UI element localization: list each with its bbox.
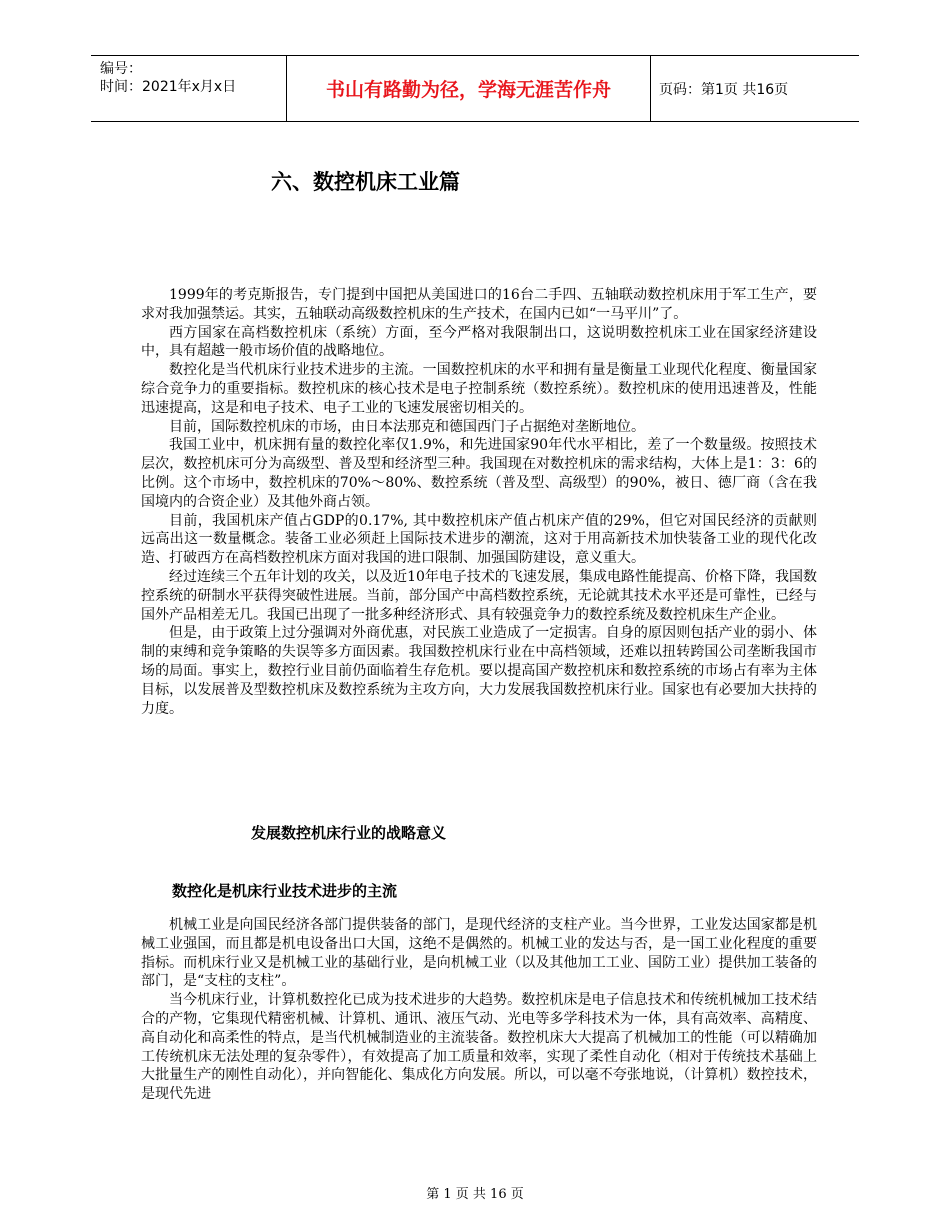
paragraph: 西方国家在高档数控机床（系统）方面，至今严格对我限制出口，这说明数控机床工业在国家经济建设中，具有超越一般市场价值的战略地位。 bbox=[141, 324, 817, 360]
paragraph: 数控化是当代机床行业技术进步的主流。一国数控机床的水平和拥有量是衡量工业现代化程度、衡量国家综合竞争力的重要指标。数控机床的核心技术是电子控制系统（数控系统）。数控机床的使用迅速普及，性能迅速提高，这是和电子技术、电子工业的飞速发展密切相关的。 bbox=[141, 362, 817, 416]
page-header bbox=[91, 55, 859, 122]
paragraph: 但是，由于政策上过分强调对外商优惠，对民族工业造成了一定损害。自身的原因则包括产业的弱小、体制的束缚和竞争策略的失误等多方面因素。我国数控机床行业在中高档领域，还难以扭转跨国公司垄断我国市场的局面。事实上，数控行业目前仍面临着生存危机。要以提高国产数控机床和数控系统的市场占有率为主体目标，以发展普及型数控机床及数控系统为主攻方向，大力发展我国数控机床行业。国家也有必要加大扶持的力度。 bbox=[141, 625, 817, 717]
page-footer: 第 1 页 共 16 页 bbox=[426, 1187, 524, 1202]
document-title: 六、数控机床工业篇 bbox=[271, 170, 460, 194]
section-heading: 发展数控机床行业的战略意义 bbox=[251, 824, 447, 842]
header-page-number: 页码：第1页 共16页 bbox=[659, 81, 789, 98]
paragraph: 目前，我国机床产值占GDP的0.17%, 其中数控机床产值占机床产值的29%，但它对国民经济的贡献则远高出这一数量概念。装备工业必须赶上国际技术进步的潮流，这对于用高新技术加快装备工业的现代化改造、打破西方在高档数控机床方面对我国的进口限制、加强国防建设，意义重大。 bbox=[141, 512, 817, 567]
header-motto: 书山有路勤为径，学海无涯苦作舟 bbox=[325, 79, 611, 101]
section1-body bbox=[141, 286, 817, 718]
header-motto-cell bbox=[286, 56, 651, 121]
paragraph: 经过连续三个五年计划的攻关，以及近10年电子技术的飞速发展，集成电路性能提高、价格下降，我国数控系统的研制水平获得突破性进展。当前，部分国产中高档数控系统，无论就其技术水平还是可靠性，已经与国外产品相差无几。我国已出现了一批多种经济形式、具有较强竞争力的数控系统及数控机床生产企业。 bbox=[141, 568, 817, 623]
paragraph: 目前，国际数控机床的市场，由日本法那克和德国西门子占据绝对垄断地位。 bbox=[169, 418, 645, 435]
paragraph: 机械工业是向国民经济各部门提供装备的部门，是现代经济的支柱产业。当今世界，工业发达国家都是机械工业强国，而且都是机电设备出口大国，这绝不是偶然的。机械工业的发达与否，是一国工业化程度的重要指标。而机床行业又是机械工业的基础行业，是向机械工业（以及其他加工工业、国防工业）提供加工装备的部门，是“支柱的支柱”。 bbox=[141, 917, 817, 990]
document-number-label: 编号： bbox=[100, 61, 142, 77]
header-meta bbox=[91, 56, 286, 121]
paragraph: 当今机床行业，计算机数控化已成为技术进步的大趋势。数控机床是电子信息技术和传统机械加工技术结合的产物，它集现代精密机械、计算机、通讯、液压气动、光电等多学科技术为一体，具有高效率、高精度、高自动化和高柔性的特点，是当代机械制造业的主流装备。数控机床大大提高了机械加工的性能（可以精确加工传统机床无法处理的复杂零件），有效提高了加工质量和效率，实现了柔性自动化（相对于传统技术基础上大批量生产的刚性自动化），并向智能化、集成化方向发展。所以，可以毫不夸张地说，（计算机）数控技术，是现代先进 bbox=[141, 992, 817, 1103]
subsection-heading: 数控化是机床行业技术进步的主流 bbox=[172, 882, 398, 900]
paragraph: 我国工业中，机床拥有量的数控化率仅1.9%，和先进国家90年代水平相比，差了一个数量级。按照技术层次，数控机床可分为高级型、普及型和经济型三种。我国现在对数控机床的需求结构，大体上是1：3：6的比例。这个市场中，数控机床的70%～80%、数控系统（普及型、高级型）的90%，被日、德厂商（含在我国境内的合资企业）及其他外商占领。 bbox=[141, 437, 817, 510]
section2-body bbox=[141, 916, 817, 1104]
paragraph: 1999年的考克斯报告，专门提到中国把从美国进口的16台二手四、五轴联动数控机床用于军工生产，要求对我加强禁运。其实，五轴联动高级数控机床的生产技术，在国内已如“一马平川”了。 bbox=[141, 287, 817, 322]
header-page-cell bbox=[651, 56, 859, 121]
document-time: 时间：2021年x月x日 bbox=[100, 79, 237, 95]
